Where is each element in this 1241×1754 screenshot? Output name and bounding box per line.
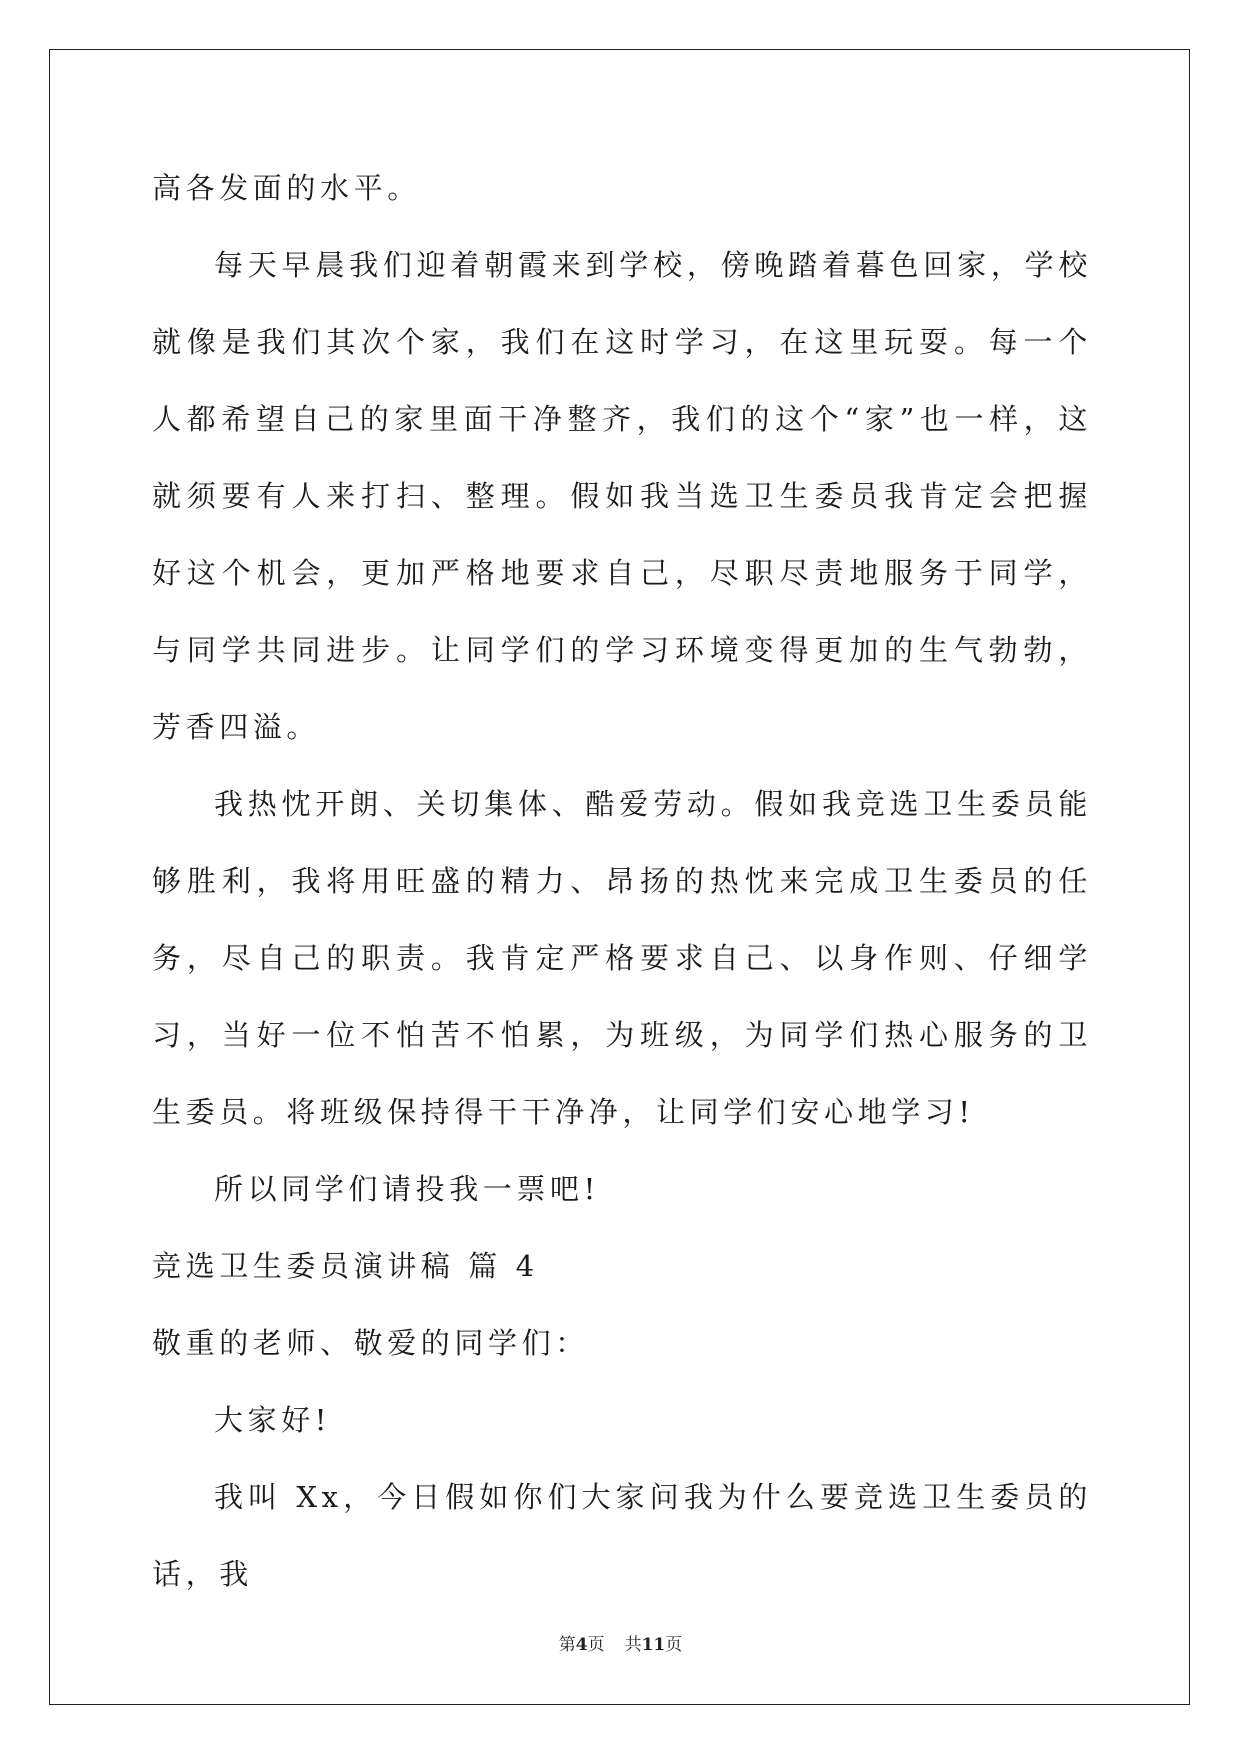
total-pages: 11: [641, 1635, 666, 1655]
greeting: 大家好!: [214, 1403, 332, 1437]
page-footer: [0, 1630, 1241, 1655]
document-body: [152, 150, 1092, 1613]
paragraph-introduction: 我叫 Xx，今日假如你们大家问我为什么要竞选卫生委员的话，我: [152, 1480, 1092, 1591]
total-prefix: 共: [624, 1635, 642, 1655]
page-suffix: 页: [587, 1635, 605, 1655]
paragraph-personal-qualities: 我热忱开朗、关切集体、酷爱劳动。假如我竞选卫生委员能够胜利，我将用旺盛的精力、昂扬的热忱来完成卫生委员的任务，尽自己的职责。我肯定严格要求自己、以身作则、仔细学习，当好一位不怕苦不怕累，为班级，为同学们热心服务的卫生委员。将班级保持得干干净净，让同学们安心地学习!: [152, 787, 1092, 1129]
page-prefix: 第: [558, 1635, 576, 1655]
paragraph-school-home: 每天早晨我们迎着朝霞来到学校，傍晚踏着暮色回家，学校就像是我们其次个家，我们在这时学习，在这里玩耍。每一个人都希望自己的家里面干净整齐，我们的这个“家”也一样，这就须要有人来打扫、整理。假如我当选卫生委员我肯定会把握好这个机会，更加严格地要求自己，尽职尽责地服务于同学，与同学共同进步。让同学们的学习环境变得更加的生气勃勃，芳香四溢。: [152, 248, 1092, 744]
paragraph-continuation: 高各发面的水平。: [152, 171, 421, 205]
page-number: 4: [575, 1635, 588, 1655]
section-heading: 竞选卫生委员演讲稿 篇 4: [152, 1249, 539, 1283]
paragraph-vote-request: 所以同学们请投我一票吧!: [214, 1172, 600, 1206]
total-suffix: 页: [665, 1635, 683, 1655]
salutation: 敬重的老师、敬爱的同学们：: [152, 1326, 589, 1360]
